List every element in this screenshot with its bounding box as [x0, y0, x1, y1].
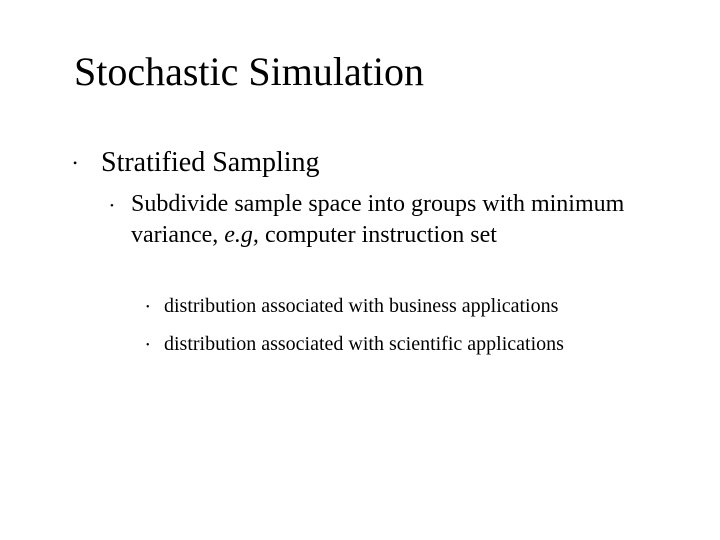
- level2-text-before: Subdivide sample space into groups with minimum variance,: [131, 191, 625, 248]
- bullet-level2-subdivide: [131, 189, 651, 251]
- bullet-level1-stratified-sampling: Stratified Sampling: [101, 147, 320, 178]
- slide-title: Stochastic Simulation: [74, 49, 424, 94]
- bullet-icon: •: [146, 340, 150, 351]
- bullet-icon: •: [110, 200, 114, 212]
- level2-text-italic: e.g,: [224, 222, 259, 248]
- bullet-icon: •: [146, 302, 150, 313]
- bullet-icon: •: [73, 156, 78, 170]
- bullet-level3-scientific: distribution associated with scientific applications: [164, 333, 564, 355]
- bullet-level3-business: distribution associated with business applications: [164, 295, 559, 317]
- level2-text-after: computer instruction set: [258, 222, 497, 248]
